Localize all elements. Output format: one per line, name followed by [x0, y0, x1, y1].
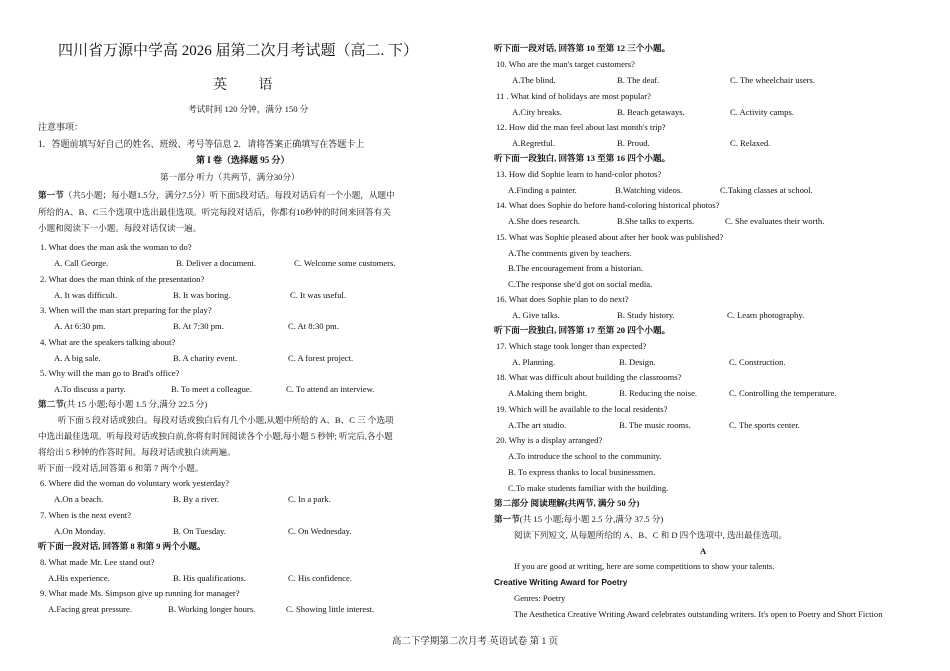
question-13-option-c: C.Taking classes at school.	[720, 185, 813, 195]
question-18-option-b: B. Reducing the noise.	[619, 388, 698, 398]
question-9-stem: 9. What made Ms. Simpson give up running for manager?	[40, 588, 240, 598]
section1-line2: 所给的A、B、C三个选项中选出最佳选项。听完每段对话后，你都有10秒钟的时间来回答有关	[38, 207, 391, 217]
question-5-option-a: A.To discuss a party.	[54, 384, 126, 394]
instruction-17-20: 听下面一段独白, 回答第 17 至第 20 四个小题。	[494, 325, 671, 335]
question-10-option-b: B. The deaf.	[617, 75, 660, 85]
question-15-option-c: C.The response she'd got on social media.	[508, 279, 653, 289]
question-2-option-c: C. It was useful.	[290, 290, 347, 300]
subject-title: 英 语	[213, 78, 287, 93]
passage-label: A	[700, 546, 707, 556]
question-10-option-a: A.The blind.	[512, 75, 556, 85]
question-4-option-a: A. A big sale.	[54, 353, 101, 363]
exam-info: 考试时间 120 分钟，满分 150 分	[188, 104, 309, 114]
question-11-option-a: A.City breaks.	[512, 107, 562, 117]
instruction-10-12: 听下面一段对话, 回答第 10 至第 12 三个小题。	[494, 43, 671, 53]
question-17-option-a: A. Planning.	[512, 357, 556, 367]
question-7-option-a: A.On Monday.	[54, 526, 106, 536]
question-17-stem: 17. Which stage took longer than expected?	[496, 341, 647, 351]
section2-line5: 听下面一段对话,回答第 6 和第 7 两个小题。	[38, 463, 204, 473]
notice-label: 注意事项：	[38, 122, 84, 132]
section2-heading: 第二节	[38, 399, 64, 409]
question-16-option-b: B. Study history.	[617, 310, 675, 320]
question-8-option-a: A.His experience.	[48, 573, 110, 583]
question-7-option-b: B. On Tuesday.	[173, 526, 226, 536]
question-13-option-a: A.Finding a painter.	[508, 185, 577, 195]
passage-body: The Aesthetica Creative Writing Award celebrates outstanding writers. It's open to Poetry and Short Fiction	[514, 609, 883, 619]
question-5-option-c: C. To attend an interview.	[286, 384, 375, 394]
question-16-option-c: C. Learn photography.	[727, 310, 805, 320]
question-12-option-c: C. Relaxed.	[730, 138, 771, 148]
question-14-stem: 14. What does Sophie do before hand-coloring historical photos?	[496, 200, 720, 210]
question-19-option-c: C. The sports center.	[729, 420, 800, 430]
instruction-8-9: 听下面一段对话, 回答第 8 和第 9 两个小题。	[38, 541, 206, 551]
question-8-option-c: C. His confidence.	[288, 573, 352, 583]
part2-section1-line: 第一节(共 15 小题;每小题 2.5 分,满分 37.5 分)	[494, 514, 664, 524]
question-4-stem: 4. What are the speakers talking about?	[40, 337, 176, 347]
page-footer: 高二下学期第二次月考 英语试卷 第 1 页	[391, 637, 559, 647]
question-1-option-a: A. Call George.	[54, 258, 109, 268]
question-12-option-a: A.Regretful.	[512, 138, 555, 148]
question-8-stem: 8. What made Mr. Lee stand out?	[40, 557, 155, 567]
question-14-option-c: C. She evaluates their worth.	[725, 216, 825, 226]
question-20-option-a: A.To introduce the school to the community.	[508, 451, 662, 461]
question-20-option-b: B. To express thanks to local businessmen.	[508, 467, 656, 477]
question-10-option-c: C. The wheelchair users.	[730, 75, 816, 85]
question-2-stem: 2. What does the man think of the presentation?	[40, 274, 205, 284]
volume-heading: 第 I 卷（选择题 95 分）	[196, 155, 290, 165]
question-16-option-a: A. Give talks.	[512, 310, 560, 320]
question-6-option-a: A.On a beach.	[54, 494, 104, 504]
question-13-option-b: B.Watching videos.	[615, 185, 683, 195]
question-19-stem: 19. Which will be available to the local residents?	[496, 404, 668, 414]
question-6-option-c: C. In a park.	[288, 494, 331, 504]
question-20-option-c: C.To make students familiar with the building.	[508, 483, 669, 493]
question-15-option-a: A.The comments given by teachers.	[508, 248, 632, 258]
question-3-option-c: C. At 8:30 pm.	[288, 321, 339, 331]
question-13-stem: 13. How did Sophie learn to hand-color photos?	[496, 169, 662, 179]
question-3-option-b: B. At 7:30 pm.	[173, 321, 224, 331]
question-1-stem: 1. What does the man ask the woman to do?	[40, 242, 192, 252]
part1-title: 第一部分 听力（共两节，满分30分）	[160, 172, 300, 182]
passage-intro: If you are good at writing, here are some competitions to show your talents.	[514, 561, 775, 571]
question-19-option-a: A.The art studio.	[508, 420, 567, 430]
question-14-option-b: B.She talks to experts.	[617, 216, 695, 226]
question-12-stem: 12. How did the man feel about last month's trip?	[496, 122, 666, 132]
question-2-option-a: A. It was difficult.	[54, 290, 118, 300]
part2-title: 第二部分 阅读理解(共两节, 满分 50 分)	[494, 498, 640, 508]
section1-line1: 第一节（共5小题；每小题1.5分，满分7.5分）听下面5段对话。每段对话后有一个小题，从题中	[38, 190, 395, 200]
question-11-stem: 11 . What kind of holidays are most popular?	[496, 91, 651, 101]
question-18-option-a: A.Making them bright.	[508, 388, 588, 398]
reading-instruction: 阅读下列短文, 从每题所给的 A、B、C 和 D 四个选项中, 选出最佳选项。	[514, 530, 788, 540]
question-1-option-c: C. Welcome some customers.	[294, 258, 396, 268]
passage-title: Creative Writing Award for Poetry	[494, 577, 628, 587]
instruction-13-16: 听下面一段独白, 回答第 13 至第 16 四个小题。	[494, 153, 671, 163]
question-19-option-b: B. The music rooms.	[619, 420, 691, 430]
question-11-option-c: C. Activity camps.	[730, 107, 794, 117]
question-2-option-b: B. It was boring.	[173, 290, 231, 300]
question-10-stem: 10. Who are the man's target customers?	[496, 59, 635, 69]
section2-line1: 第二节(共 15 小题;每小题 1.5 分,满分 22.5 分)	[38, 399, 208, 409]
question-3-stem: 3. When will the man start preparing for the play?	[40, 305, 212, 315]
question-16-stem: 16. What does Sophie plan to do next?	[496, 294, 629, 304]
section1-heading: 第一节	[38, 190, 64, 200]
notice-text: 1．答题前填写好自己的姓名、班级、考号等信息 2．请将答案正确填写在答题卡上	[38, 139, 365, 149]
section2-line2: 听下面 5 段对话或独白。每段对话或独白后有几个小题,从题中所给的 A、B、C 三 个选项	[58, 415, 394, 425]
question-4-option-b: B. A charity event.	[173, 353, 238, 363]
exam-title: 四川省万源中学高 2026 届第二次月考试题（高二. 下）	[58, 43, 419, 59]
question-8-option-b: B. His qualifications.	[173, 573, 247, 583]
question-7-stem: 7. When is the next event?	[40, 510, 132, 520]
question-20-stem: 20. Why is a display arranged?	[496, 435, 603, 445]
question-18-option-c: C. Controlling the temperature.	[729, 388, 837, 398]
question-1-option-b: B. Deliver a document.	[176, 258, 256, 268]
question-18-stem: 18. What was difficult about building the classrooms?	[496, 372, 682, 382]
question-15-option-b: B.The encouragement from a historian.	[508, 263, 644, 273]
question-5-option-b: B. To meet a colleague.	[171, 384, 252, 394]
passage-genres: Genres: Poetry	[514, 593, 566, 603]
question-5-stem: 5. Why will the man go to Brad's office?	[40, 368, 180, 378]
section2-line4: 将给出 5 秒钟的作答时间。每段对话或独白读两遍。	[38, 447, 236, 457]
question-9-option-b: B. Working longer hours.	[168, 604, 256, 614]
question-12-option-b: B. Proud.	[617, 138, 650, 148]
question-3-option-a: A. At 6:30 pm.	[54, 321, 106, 331]
question-7-option-c: C. On Wednesday.	[288, 526, 352, 536]
question-6-stem: 6. Where did the woman do voluntary work yesterday?	[40, 478, 230, 488]
section1-line3: 小题和阅读下一小题。每段对话仅读一遍。	[38, 223, 202, 233]
question-9-option-a: A.Facing great pressure.	[48, 604, 132, 614]
part2-section1-heading: 第一节	[494, 514, 520, 524]
section2-line3: 中选出最佳选项。听每段对话或独白前,你将有时间阅读各个小题,每小题 5 秒钟; 听完后,各小题	[38, 431, 393, 441]
question-17-option-b: B. Design.	[619, 357, 656, 367]
question-15-stem: 15. What was Sophie pleased about after her book was published?	[496, 232, 724, 242]
question-17-option-c: C. Construction.	[729, 357, 786, 367]
question-6-option-b: B. By a river.	[173, 494, 220, 504]
question-9-option-c: C. Showing little interest.	[286, 604, 375, 614]
question-11-option-b: B. Beach getaways.	[617, 107, 685, 117]
question-14-option-a: A.She does research.	[508, 216, 581, 226]
question-4-option-c: C. A forest project.	[288, 353, 354, 363]
